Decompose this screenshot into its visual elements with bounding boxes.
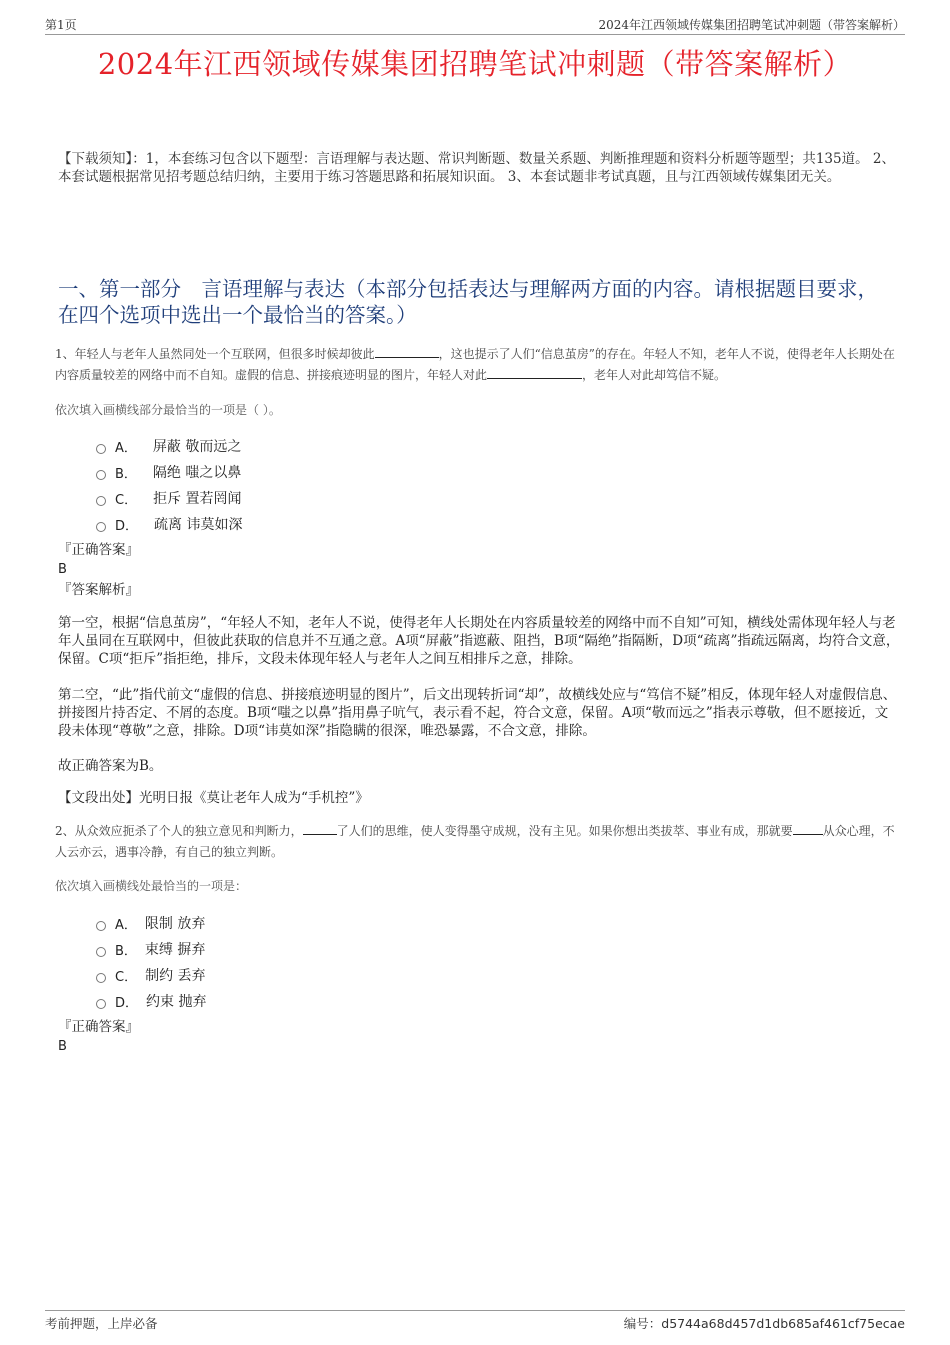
page-footer (45, 1310, 905, 1333)
question-1-instruction: 依次填入画横线部分最恰当的一项是（ ）。 (55, 403, 281, 417)
analysis-paragraph-1: 第一空，根据“信息茧房”，“年轻人不知，老年人不说，使得老年人长期处在内容质量较差的网络中而不自知”可知，横线处需体现年轻人与老年人虽同在互联网中，但彼此获取的信息并不互通之意。A项“屏蔽”指遮蔽、阻挡，B项“隔绝”指隔断，D项“疏离”指疏远隔离，均符合文意，保留。C项“拒斥”指拒绝，排斥，文段未体现年轻人与老年人之间互相排斥之意，排除。 (58, 615, 900, 667)
radio-icon[interactable] (96, 496, 106, 506)
text-source: 【文段出处】光明日报《莫让老年人成为“手机控”》 (58, 790, 369, 806)
radio-icon[interactable] (96, 973, 106, 983)
option-b[interactable]: B． 隔绝 嗤之以鼻 (96, 459, 242, 485)
option-c[interactable]: C． 制约 丢弃 (96, 962, 206, 988)
footer-serial: 编号：d5744a68d457d1db685af461cf75ecae (623, 1316, 905, 1331)
blank-1 (375, 357, 439, 358)
correct-answer: B (58, 562, 67, 577)
question-2-options (96, 910, 206, 1014)
option-a[interactable]: A． 屏蔽 敬而远之 (96, 433, 242, 459)
correct-answer-label: 『正确答案』 (58, 1019, 139, 1035)
option-c[interactable]: C． 拒斥 置若罔闻 (96, 485, 242, 511)
question-1-options (96, 433, 242, 537)
radio-icon[interactable] (96, 947, 106, 957)
question-2-answer-block (58, 1017, 139, 1057)
correct-answer: B (58, 1039, 67, 1054)
document-title: 2024年江西领域传媒集团招聘笔试冲刺题（带答案解析） (97, 47, 853, 81)
correct-answer-label: 『正确答案』 (58, 542, 139, 558)
footer-slogan: 考前押题，上岸必备 (45, 1316, 158, 1331)
option-d[interactable]: D． 约束 抛弃 (96, 988, 206, 1014)
header-doc-title: 2024年江西领域传媒集团招聘笔试冲刺题（带答案解析） (598, 18, 905, 32)
radio-icon[interactable] (96, 470, 106, 480)
radio-icon[interactable] (96, 522, 106, 532)
page-header (45, 14, 905, 35)
section-heading: 一、第一部分 言语理解与表达（本部分包括表达与理解两方面的内容。请根据题目要求，在四个选项中选出一个最恰当的答案。） (58, 277, 878, 327)
analysis-conclusion: 故正确答案为B。 (58, 758, 163, 774)
option-a[interactable]: A． 限制 放弃 (96, 910, 206, 936)
radio-icon[interactable] (96, 921, 106, 931)
blank-2 (487, 378, 582, 379)
download-notice: 【下载须知】：1，本套练习包含以下题型：言语理解与表达题、常识判断题、数量关系题、判断推理题和资料分析题等题型；共135道。 2、本套试题根据常见招考题总结归纳，主要用于练习答题思路和拓展知识面。 3、本套试题非考试真题，且与江西领域传媒集团无关。 (58, 151, 895, 185)
radio-icon[interactable] (96, 999, 106, 1009)
question-2-stem: 2、从众效应扼杀了个人的独立意见和判断力， 了人们的思维，使人变得墨守成规，没有主见。如果你想出类拔萃、事业有成，那就要 从众心理，不人云亦云，遇事冷静，有自己的独立判断。 (55, 824, 895, 859)
question-1-stem: 1、年轻人与老年人虽然同处一个互联网，但很多时候却彼此 ，这也提示了人们“信息茧房”的存在。年轻人不知，老年人不说，使得老年人长期处在内容质量较差的网络中而不自知。虚假的信息、拼接痕迹明显的图片，年轻人对此 ，老年人对此却笃信不疑。 (55, 347, 895, 382)
question-2-instruction: 依次填入画横线处最恰当的一项是： (55, 879, 248, 893)
option-b[interactable]: B． 束缚 摒弃 (96, 936, 206, 962)
blank-1 (303, 834, 337, 835)
radio-icon[interactable] (96, 444, 106, 454)
option-d[interactable]: D． 疏离 讳莫如深 (96, 511, 242, 537)
blank-2 (793, 834, 823, 835)
analysis-label: 『答案解析』 (58, 582, 139, 598)
analysis-paragraph-2: 第二空，“此”指代前文“虚假的信息、拼接痕迹明显的图片”，后文出现转折词“却”，故横线处应与“笃信不疑”相反，体现年轻人对虚假信息、拼接图片持否定、不屑的态度。B项“嗤之以鼻”指用鼻子吭气，表示看不起，符合文意，保留。A项“敬而远之”指表示尊敬，但不愿接近，文段未体现“尊敬”之意，排除。D项“讳莫如深”指隐瞒的很深，唯恐暴露，不合文意，排除。 (58, 687, 897, 739)
question-1-answer-block (58, 540, 139, 600)
page-number: 第1页 (45, 18, 77, 32)
